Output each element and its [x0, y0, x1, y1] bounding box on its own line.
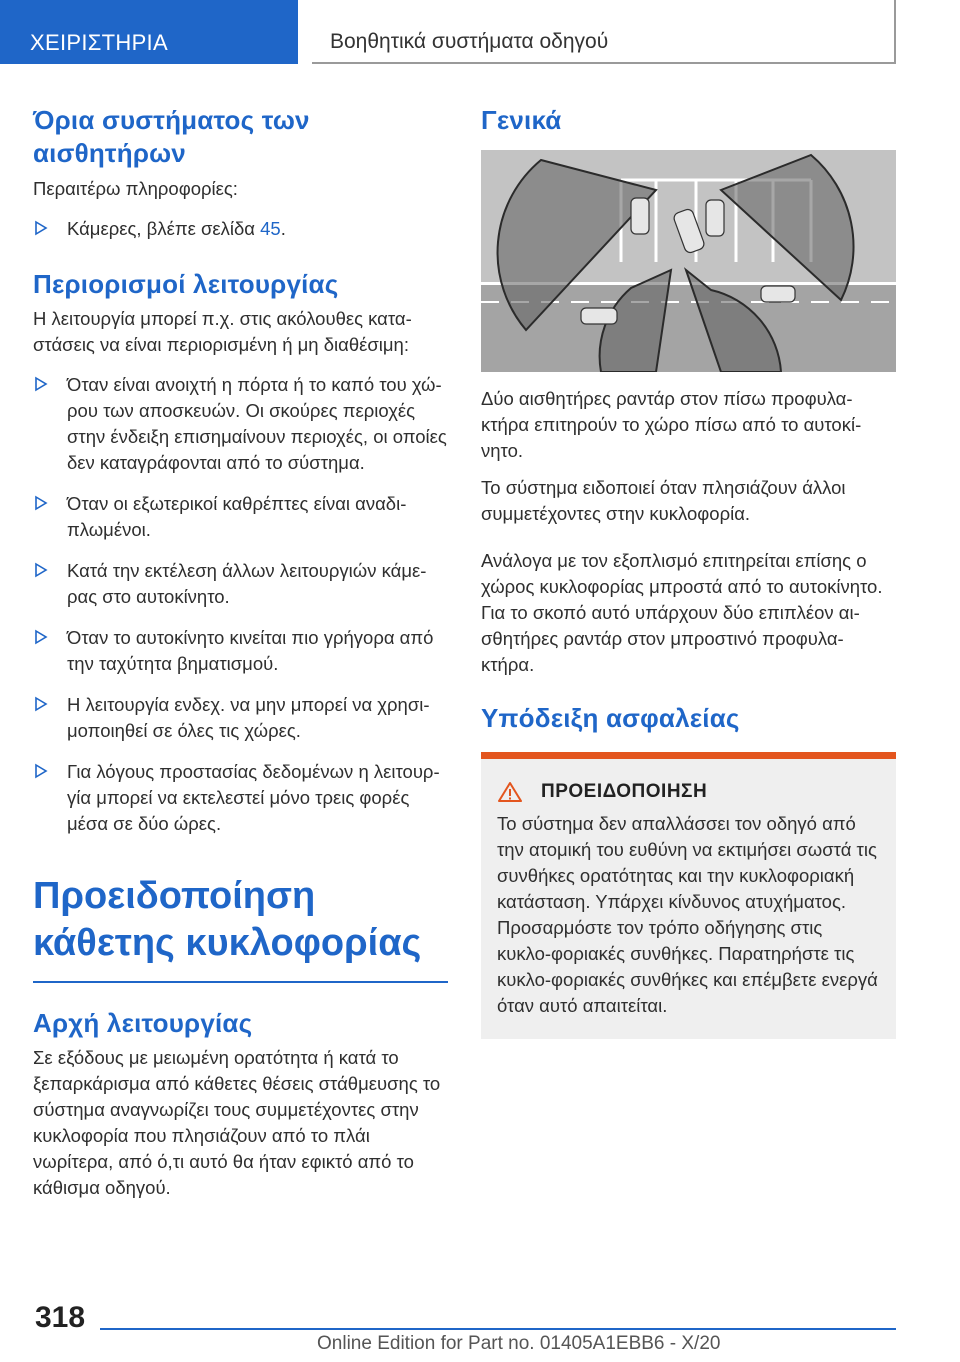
general-paragraph-1: Δύο αισθητήρες ραντάρ στον πίσω προφυλα-κτήρα επιτηρούν το χώρο πίσω από το αυτοκί-νητο.	[481, 388, 862, 461]
list-item	[33, 372, 448, 476]
header-section-tab	[0, 0, 298, 64]
footer-edition: Online Edition for Part no. 01405A1EBB6 - X/20	[317, 1333, 721, 1354]
left-column	[33, 104, 448, 1201]
restrictions-heading: Περιορισμοί λειτουργίας	[33, 269, 339, 299]
bullet-triangle-icon	[34, 374, 48, 394]
warning-box	[481, 759, 896, 1039]
restriction-text: Όταν οι εξωτερικοί καθρέπτες είναι αναδι-πλωμένοι.	[67, 493, 407, 540]
right-column	[481, 104, 896, 1039]
header-section-label: ΧΕΙΡΙΣΤΗΡΙΑ	[30, 30, 168, 55]
limits-item-text: Κάμερες, βλέπε σελίδα	[67, 218, 261, 239]
main-section-heading: Προειδοποίηση κάθετης κυκλοφορίας	[33, 875, 422, 964]
footer-rule	[100, 1328, 896, 1330]
warning-triangle-icon	[497, 781, 523, 803]
bullet-triangle-icon	[34, 627, 48, 647]
warning-text: Το σύστημα δεν απαλλάσσει τον οδηγό από την ατομική του ευθύνη να εκτιμήσει σωστά τις συνθήκες ορατότητας και την κυκλοφοριακή κατάσταση. Υπάρχει κίνδυνος ατυχήματος. Προσαρμόστε τον τρόπο οδήγησης στις κυκλο-φοριακές συνθήκες. Παρατηρήστε τις κυκλο-φοριακές συνθήκες και επέμβετε ενεργά όταν αυτό απαιτείται.	[497, 813, 878, 1016]
limits-heading: Όρια συστήματος των αισθητήρων	[33, 105, 310, 168]
header-chapter-box	[312, 0, 896, 64]
section-divider	[33, 981, 448, 983]
general-heading: Γενικά	[481, 105, 562, 135]
restriction-text: Κατά την εκτέλεση άλλων λειτουργιών κάμε-ρας στο αυτοκίνητο.	[67, 560, 427, 607]
bullet-triangle-icon	[34, 560, 48, 580]
general-paragraph-2: Το σύστημα ειδοποιεί όταν πλησιάζουν άλλοι συμμετέχοντες στην κυκλοφορία.	[481, 477, 846, 524]
safety-heading: Υπόδειξη ασφαλείας	[481, 703, 740, 733]
warning-header	[497, 781, 878, 803]
limits-intro: Περαιτέρω πληροφορίες:	[33, 178, 238, 199]
general-paragraph-3: Ανάλογα με τον εξοπλισμό επιτηρείται επίσης ο χώρος κυκλοφορίας μπροστά από το αυτοκίνητο. Για το σκοπό αυτό υπάρχουν δύο επιπλέον αι-σθητήρες ραντάρ στον μπροστινό προφυλα-κτήρα.	[481, 550, 883, 675]
principle-text: Σε εξόδους με μειωμένη ορατότητα ή κατά το ξεπαρκάρισμα από κάθετες θέσεις στάθμευσης το σύστημα αναγνωρίζει τους συμμετέχοντες στην κυκλοφορία που πλησιάζουν από το πλάι νωρίτερα, από ό,τι αυτό θα ήταν εφικτό από το κάθισμα οδηγού.	[33, 1047, 441, 1198]
list-item	[33, 558, 448, 610]
restriction-text: Όταν είναι ανοιχτή η πόρτα ή το καπό του χώ-ρου των αποσκευών. Οι σκούρες περιοχές στην ένδειξη επισημαίνουν περιοχές, οι οποίες δεν καταγράφονται από το σύστημα.	[67, 374, 447, 473]
limits-list	[33, 216, 448, 242]
restrictions-list	[33, 372, 448, 837]
radar-illustration	[481, 150, 896, 372]
page-number: 318	[35, 1301, 86, 1334]
bullet-triangle-icon	[34, 694, 48, 714]
bullet-triangle-icon	[34, 218, 48, 238]
warning-label: ΠΡΟΕΙΔΟΠΟΙΗΣΗ	[541, 781, 708, 802]
warning-bar	[481, 752, 896, 759]
list-item	[33, 216, 448, 242]
principle-heading: Αρχή λειτουργίας	[33, 1008, 253, 1038]
list-item	[33, 692, 448, 744]
header-chapter-label: Βοηθητικά συστήματα οδηγού	[330, 30, 609, 53]
restriction-text: Για λόγους προστασίας δεδομένων η λειτουρ-γία μπορεί να εκτελεστεί μόνο τρεις φορές μέσα σε δύο ώρες.	[67, 761, 440, 834]
list-item	[33, 759, 448, 837]
restriction-text: Όταν το αυτοκίνητο κινείται πιο γρήγορα από την ταχύτητα βηματισμού.	[67, 627, 434, 674]
bullet-triangle-icon	[34, 493, 48, 513]
restrictions-intro: Η λειτουργία μπορεί π.χ. στις ακόλουθες κατα-στάσεις να είναι περιορισμένη ή μη διαθέσιμη:	[33, 308, 412, 355]
limits-item-end: .	[280, 218, 286, 239]
list-item	[33, 491, 448, 543]
restriction-text: Η λειτουργία ενδεχ. να μην μπορεί να χρησι-μοποιηθεί σε όλες τις χώρες.	[67, 694, 430, 741]
bullet-triangle-icon	[34, 761, 48, 781]
page-link[interactable]: 45	[260, 218, 281, 239]
list-item	[33, 625, 448, 677]
